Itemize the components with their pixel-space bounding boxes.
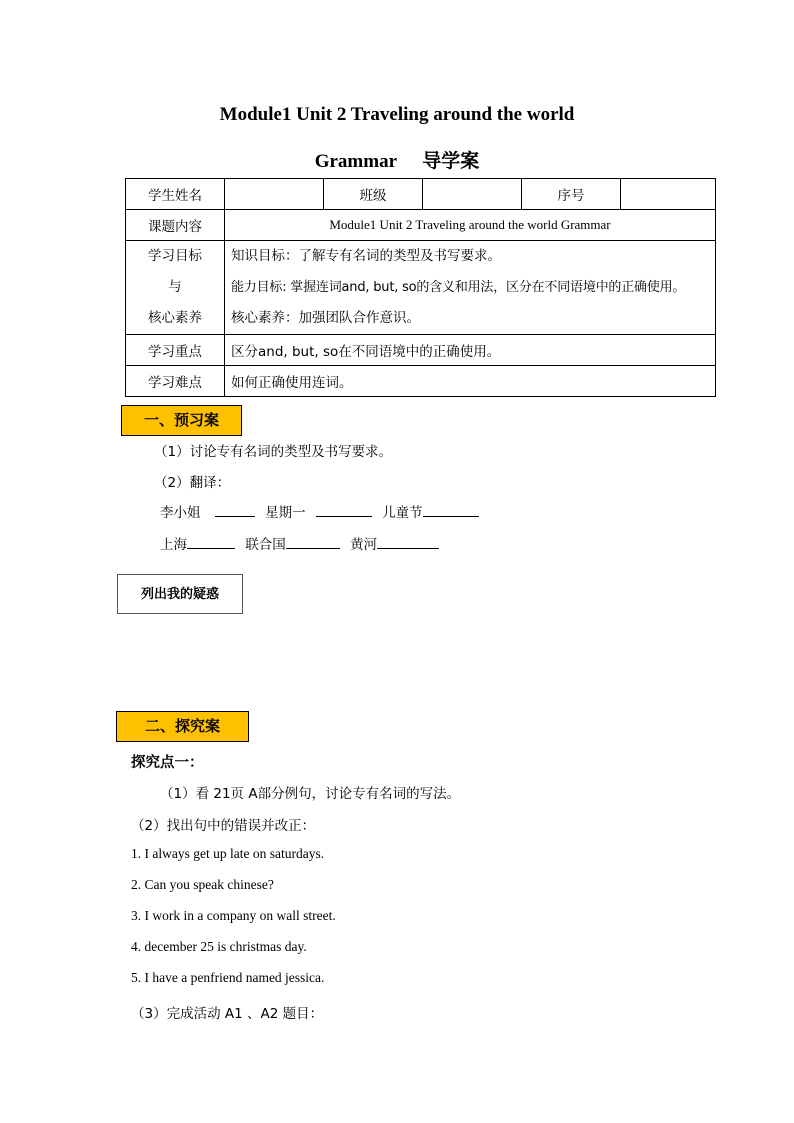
explore-item-1: （1）看 21页 A部分例句，讨论专有名词的写法。 bbox=[160, 786, 461, 802]
translate-row-2 bbox=[160, 533, 443, 553]
sentence-item: 5. I have a penfriend named jessica. bbox=[131, 970, 325, 985]
goal-content bbox=[225, 241, 716, 335]
topic-value: Module1 Unit 2 Traveling around the world Grammar bbox=[225, 210, 716, 241]
topic-label: 课题内容 bbox=[126, 210, 225, 241]
sentence-item: 2. Can you speak chinese? bbox=[131, 877, 274, 892]
explore-section-heading: 二、探究案 bbox=[116, 711, 249, 742]
translate-blank[interactable] bbox=[377, 536, 439, 549]
goal-core: 核心素养：加强团队合作意识。 bbox=[231, 310, 420, 326]
translate-term: 上海 bbox=[160, 537, 187, 553]
explore-item-2: （2）找出句中的错误并改正： bbox=[131, 818, 316, 834]
page-subtitle bbox=[0, 146, 794, 173]
sentence-item: 3. I work in a company on wall street. bbox=[131, 908, 336, 923]
doubts-box: 列出我的疑惑 bbox=[117, 574, 243, 614]
key-point-label: 学习重点 bbox=[126, 335, 225, 366]
subtitle-english: Grammar bbox=[314, 151, 398, 172]
number-field[interactable] bbox=[621, 179, 716, 210]
student-name-label: 学生姓名 bbox=[126, 179, 225, 210]
translate-blank[interactable] bbox=[215, 504, 255, 517]
goal-knowledge: 知识目标：了解专有名词的类型及书写要求。 bbox=[231, 248, 501, 264]
goal-label-line3: 核心素养 bbox=[148, 310, 202, 326]
preview-item-1: （1）讨论专有名词的类型及书写要求。 bbox=[154, 444, 393, 460]
translate-term: 星期一 bbox=[265, 505, 306, 521]
student-name-field[interactable] bbox=[225, 179, 324, 210]
translate-term: 黄河 bbox=[350, 537, 378, 553]
number-label: 序号 bbox=[522, 179, 621, 210]
goal-label-line1: 学习目标 bbox=[148, 248, 202, 264]
translate-blank[interactable] bbox=[286, 536, 340, 549]
translate-blank[interactable] bbox=[316, 504, 372, 517]
difficulty-value: 如何正确使用连词。 bbox=[225, 366, 716, 397]
goal-label bbox=[126, 241, 225, 335]
explore-point-1: 探究点一： bbox=[131, 755, 204, 771]
page-title: Module1 Unit 2 Traveling around the world bbox=[219, 104, 575, 125]
translate-blank[interactable] bbox=[187, 536, 235, 549]
difficulty-label: 学习难点 bbox=[126, 366, 225, 397]
sentence-item: 1. I always get up late on saturdays. bbox=[131, 846, 325, 861]
info-table bbox=[125, 178, 716, 397]
subtitle-chinese: 导学案 bbox=[422, 150, 480, 172]
goal-label-line2: 与 bbox=[168, 279, 182, 295]
translate-term: 儿童节 bbox=[382, 505, 423, 521]
translate-term: 联合国 bbox=[245, 537, 286, 553]
explore-item-3: （3）完成活动 A1 、A2 题目： bbox=[131, 1006, 324, 1022]
sentence-item: 4. december 25 is christmas day. bbox=[131, 939, 307, 954]
translate-row-1 bbox=[160, 501, 483, 521]
translate-term: 李小姐 bbox=[160, 505, 201, 521]
class-field[interactable] bbox=[423, 179, 522, 210]
preview-item-2: （2）翻译： bbox=[154, 475, 231, 491]
translate-blank[interactable] bbox=[423, 504, 479, 517]
goal-ability: 能力目标: 掌握连词and, but, so的含义和用法，区分在不同语境中的正确使用。 bbox=[231, 280, 686, 295]
key-point-value: 区分and, but, so在不同语境中的正确使用。 bbox=[225, 335, 716, 366]
class-label: 班级 bbox=[324, 179, 423, 210]
preview-section-heading: 一、预习案 bbox=[121, 405, 242, 436]
